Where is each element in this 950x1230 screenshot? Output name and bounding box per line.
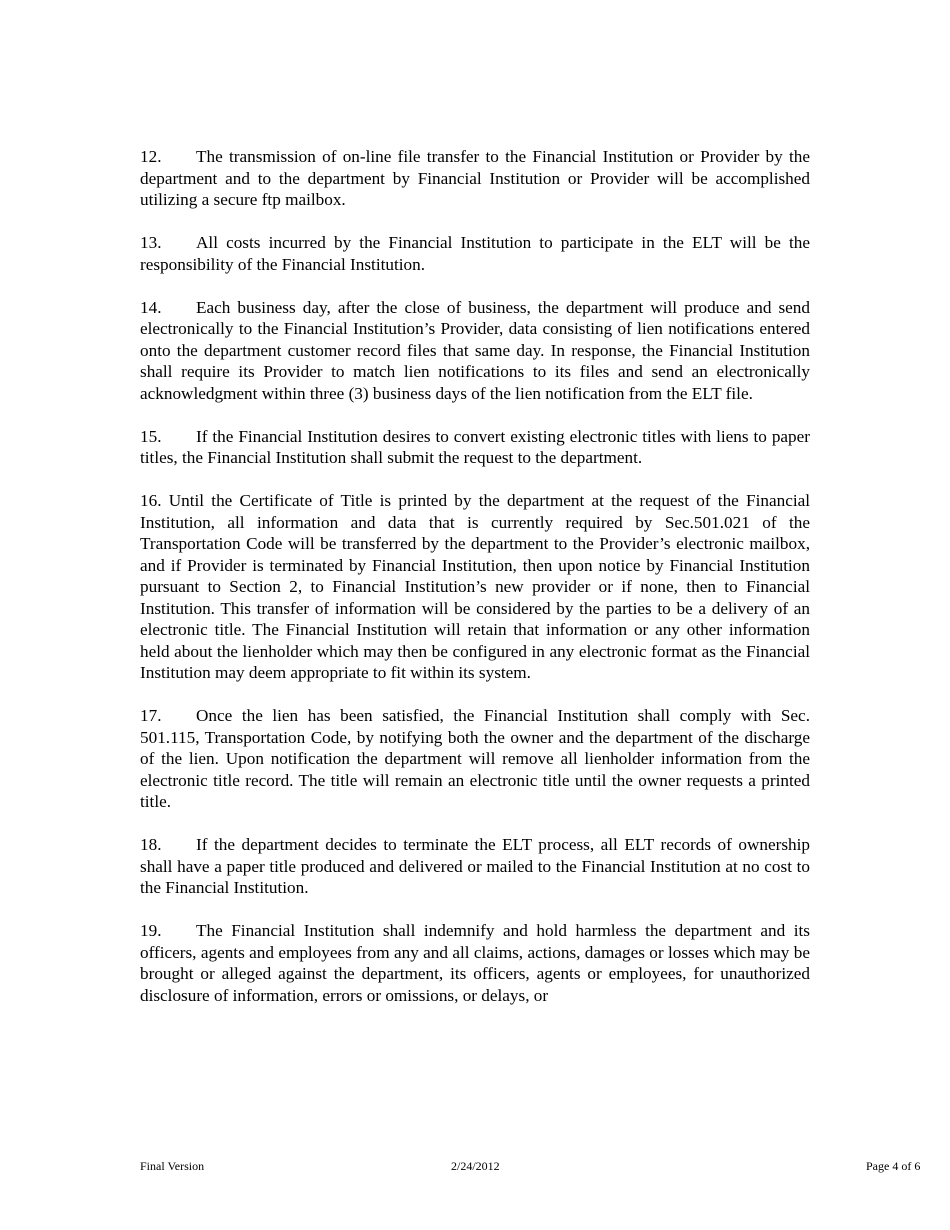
footer-date: 2/24/2012 [451,1159,500,1173]
footer-page-number: Page 4 of 6 [866,1159,921,1173]
paragraph-17 [140,705,810,813]
paragraph-15 [140,426,810,469]
paragraph-text: If the department decides to terminate the ELT process, all ELT records of ownership shall have a paper title produced and delivered or mailed to the Financial Institution at no cost to the Financial Institution. [140,835,810,897]
paragraph-text: Each business day, after the close of business, the department will produce and send electronically to the Financial Institution’s Provider, data consisting of lien notifications entered onto the department customer record files that same day. In response, the Financial Institution shall require its Provider to match lien notifications to its files and send an electronically acknowledgment within three (3) business days of the lien notification from the ELT file. [140,297,810,403]
document-body [140,146,810,1028]
paragraph-16 [140,490,810,684]
paragraph-text: The Financial Institution shall indemnify and hold harmless the department and its officers, agents and employees from any and all claims, actions, damages or losses which may be brought or alleged against the department, its officers, agents or employees, for unauthorized disclosure of information, errors or omissions, or delays, or [140,921,810,1005]
paragraph-text: Once the lien has been satisfied, the Financial Institution shall comply with Sec. 501.115, Transportation Code, by notifying both the owner and the department of the discharge of the lien. Upon notification the department will remove all lienholder information from the electronic title record. The title will remain an electronic title until the owner requests a printed title. [140,706,810,811]
paragraph-number: 16. [140,491,162,510]
paragraph-text: All costs incurred by the Financial Institution to participate in the ELT will be the responsibility of the Financial Institution. [140,233,810,274]
paragraph-12 [140,146,810,211]
paragraph-text: Until the Certificate of Title is printed by the department at the request of the Financial Institution, all information and data that is currently required by Sec.501.021 of the Transportation Code will be transferred by the department to the Provider’s electronic mailbox, and if Provider is terminated by Financial Institution, then upon notice by Financial Institution pursuant to Section 2, to Financial Institution’s new provider or if none, then to Financial Institution. This transfer of information will be considered by the parties to be a delivery of an electronic title. The Financial Institution will retain that information or any other information held about the lienholder which may then be configured in any electronic format as the Financial Institution may deem appropriate to fit within its system. [140,491,810,682]
paragraph-text: If the Financial Institution desires to convert existing electronic titles with liens to paper titles, the Financial Institution shall submit the request to the department. [140,426,810,467]
paragraph-number: 13. [140,233,162,252]
paragraph-text: The transmission of on-line file transfer to the Financial Institution or Provider by the department and to the department by Financial Institution or Provider will be accomplished utilizing a secure ftp mailbox. [140,147,810,209]
paragraph-13 [140,232,810,275]
paragraph-number: 15. [140,426,162,446]
paragraph-18 [140,834,810,899]
paragraph-19 [140,920,810,1006]
paragraph-number: 19. [140,921,162,940]
footer-version: Final Version [140,1159,205,1173]
paragraph-14 [140,297,810,405]
paragraph-number: 17. [140,706,162,725]
paragraph-number: 12. [140,147,162,166]
paragraph-number: 14. [140,297,162,317]
paragraph-number: 18. [140,835,162,854]
